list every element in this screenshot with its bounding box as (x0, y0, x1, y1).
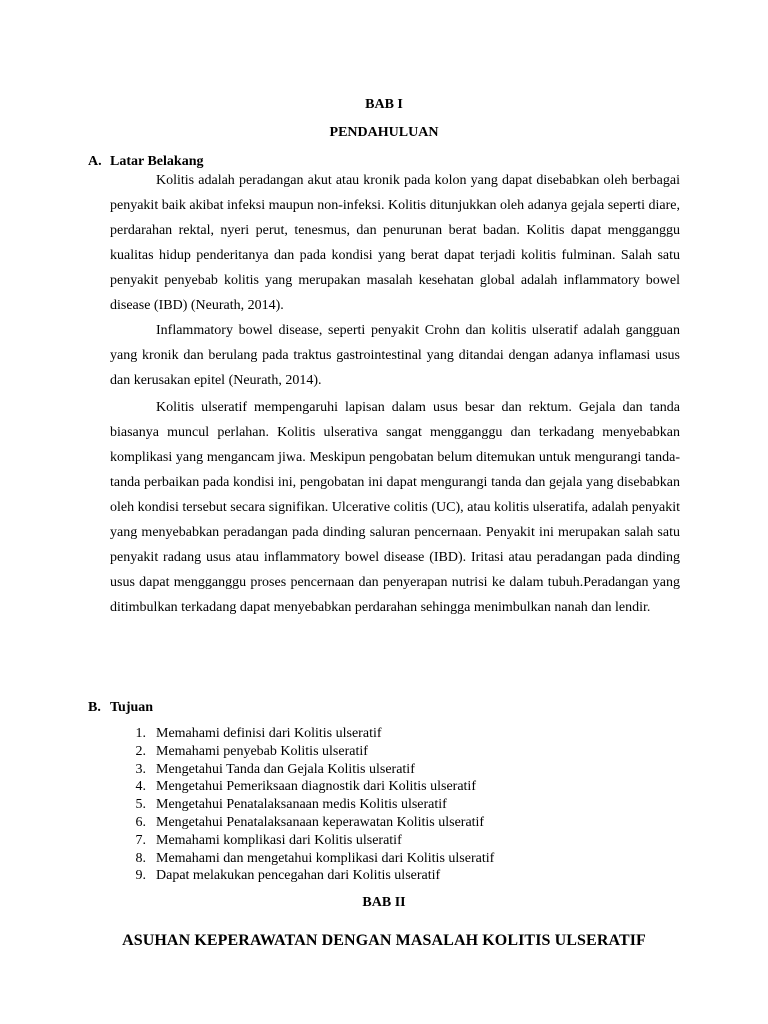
section-title: Tujuan (110, 700, 154, 715)
section-letter: A. (88, 154, 102, 169)
list-text: Mengetahui Pemeriksaan diagnostik dari Kolitis ulseratif (156, 779, 476, 795)
list-text: Dapat melakukan pencegahan dari Kolitis ulseratif (156, 868, 441, 884)
list-text: Mengetahui Tanda dan Gejala Kolitis ulseratif (156, 761, 415, 777)
section-letter: B. (88, 700, 101, 715)
list-item (110, 761, 670, 779)
list-number: 5. (135, 797, 146, 813)
section-title: Latar Belakang (110, 154, 204, 169)
list-item (110, 850, 670, 868)
list-text: Memahami komplikasi dari Kolitis ulseratif (156, 832, 402, 848)
chapter-2-label: BAB II (362, 895, 406, 910)
list-text: Mengetahui Penatalaksanaan medis Kolitis ulseratif (156, 797, 447, 813)
goal-list (110, 725, 670, 885)
list-text: Mengetahui Penatalaksanaan keperawatan Kolitis ulseratif (156, 814, 485, 830)
list-item (110, 796, 670, 814)
list-number: 9. (135, 868, 146, 884)
list-number: 3. (135, 761, 146, 777)
list-text: Memahami penyebab Kolitis ulseratif (156, 743, 368, 759)
list-item (110, 832, 670, 850)
list-item (110, 725, 670, 743)
section-heading-tujuan (88, 700, 153, 716)
list-item (110, 743, 670, 761)
paragraph-1: Kolitis adalah peradangan akut atau kronik pada kolon yang dapat disebabkan oleh berbagai penyakit baik akibat infeksi maupun non-infeksi. Kolitis ditunjukkan oleh adanya gejala seperti diare, perdarahan rektal, nyeri perut, tenesmus, dan penurunan berat badan. Kolitis dapat mengganggu kualitas hidup penderitanya dan pada kondisi yang berat dapat terjadi kolitis fulminan. Salah satu penyakit penyebab kolitis yang merupakan masalah kesehatan global adalah inflammatory bowel disease (IBD) (Neurath, 2014). (110, 173, 680, 313)
chapter-label: BAB I (365, 97, 403, 112)
list-number: 6. (135, 814, 146, 830)
list-number: 2. (135, 743, 146, 759)
list-number: 4. (135, 779, 146, 795)
chapter-2-title: ASUHAN KEPERAWATAN DENGAN MASALAH KOLITIS ULSERATIF (122, 932, 646, 949)
chapter-title: PENDAHULUAN (329, 125, 439, 140)
list-item (110, 778, 670, 796)
list-number: 7. (135, 832, 146, 848)
paragraph-3: Kolitis ulseratif mempengaruhi lapisan dalam usus besar dan rektum. Gejala dan tanda biasanya muncul perlahan. Kolitis ulserativa sangat mengganggu dan terkadang menyebabkan komplikasi yang mengancam jiwa. Meskipun pengobatan belum ditemukan untuk mengurangi tanda-tanda perbaikan pada kondisi ini, pengobatan ini dapat mengurangi tanda dan gejala yang disebabkan oleh kondisi tersebut secara signifikan. Ulcerative colitis (UC), atau kolitis ulseratifa, adalah penyakit yang menyebabkan peradangan pada dinding saluran pencernaan. Penyakit ini merupakan salah satu penyakit radang usus atau inflammatory bowel disease (IBD). Iritasi atau peradangan pada dinding usus dapat mengganggu proses pencernaan dan penyerapan nutrisi ke dalam tubuh.Peradangan yang ditimbulkan terkadang dapat menyebabkan perdarahan sehingga menimbulkan nanah dan lendir. (110, 400, 680, 615)
list-text: Memahami definisi dari Kolitis ulseratif (156, 726, 382, 741)
list-number: 1. (135, 726, 146, 741)
list-number: 8. (135, 850, 146, 866)
list-text: Memahami dan mengetahui komplikasi dari Kolitis ulseratif (156, 850, 495, 866)
list-item (110, 814, 670, 832)
paragraph-2: Inflammatory bowel disease, seperti penyakit Crohn dan kolitis ulseratif adalah gangguan yang kronik dan berulang pada traktus gastrointestinal yang ditandai dengan adanya inflamasi usus dan kerusakan epitel (Neurath, 2014). (110, 323, 680, 388)
list-item (110, 867, 670, 885)
